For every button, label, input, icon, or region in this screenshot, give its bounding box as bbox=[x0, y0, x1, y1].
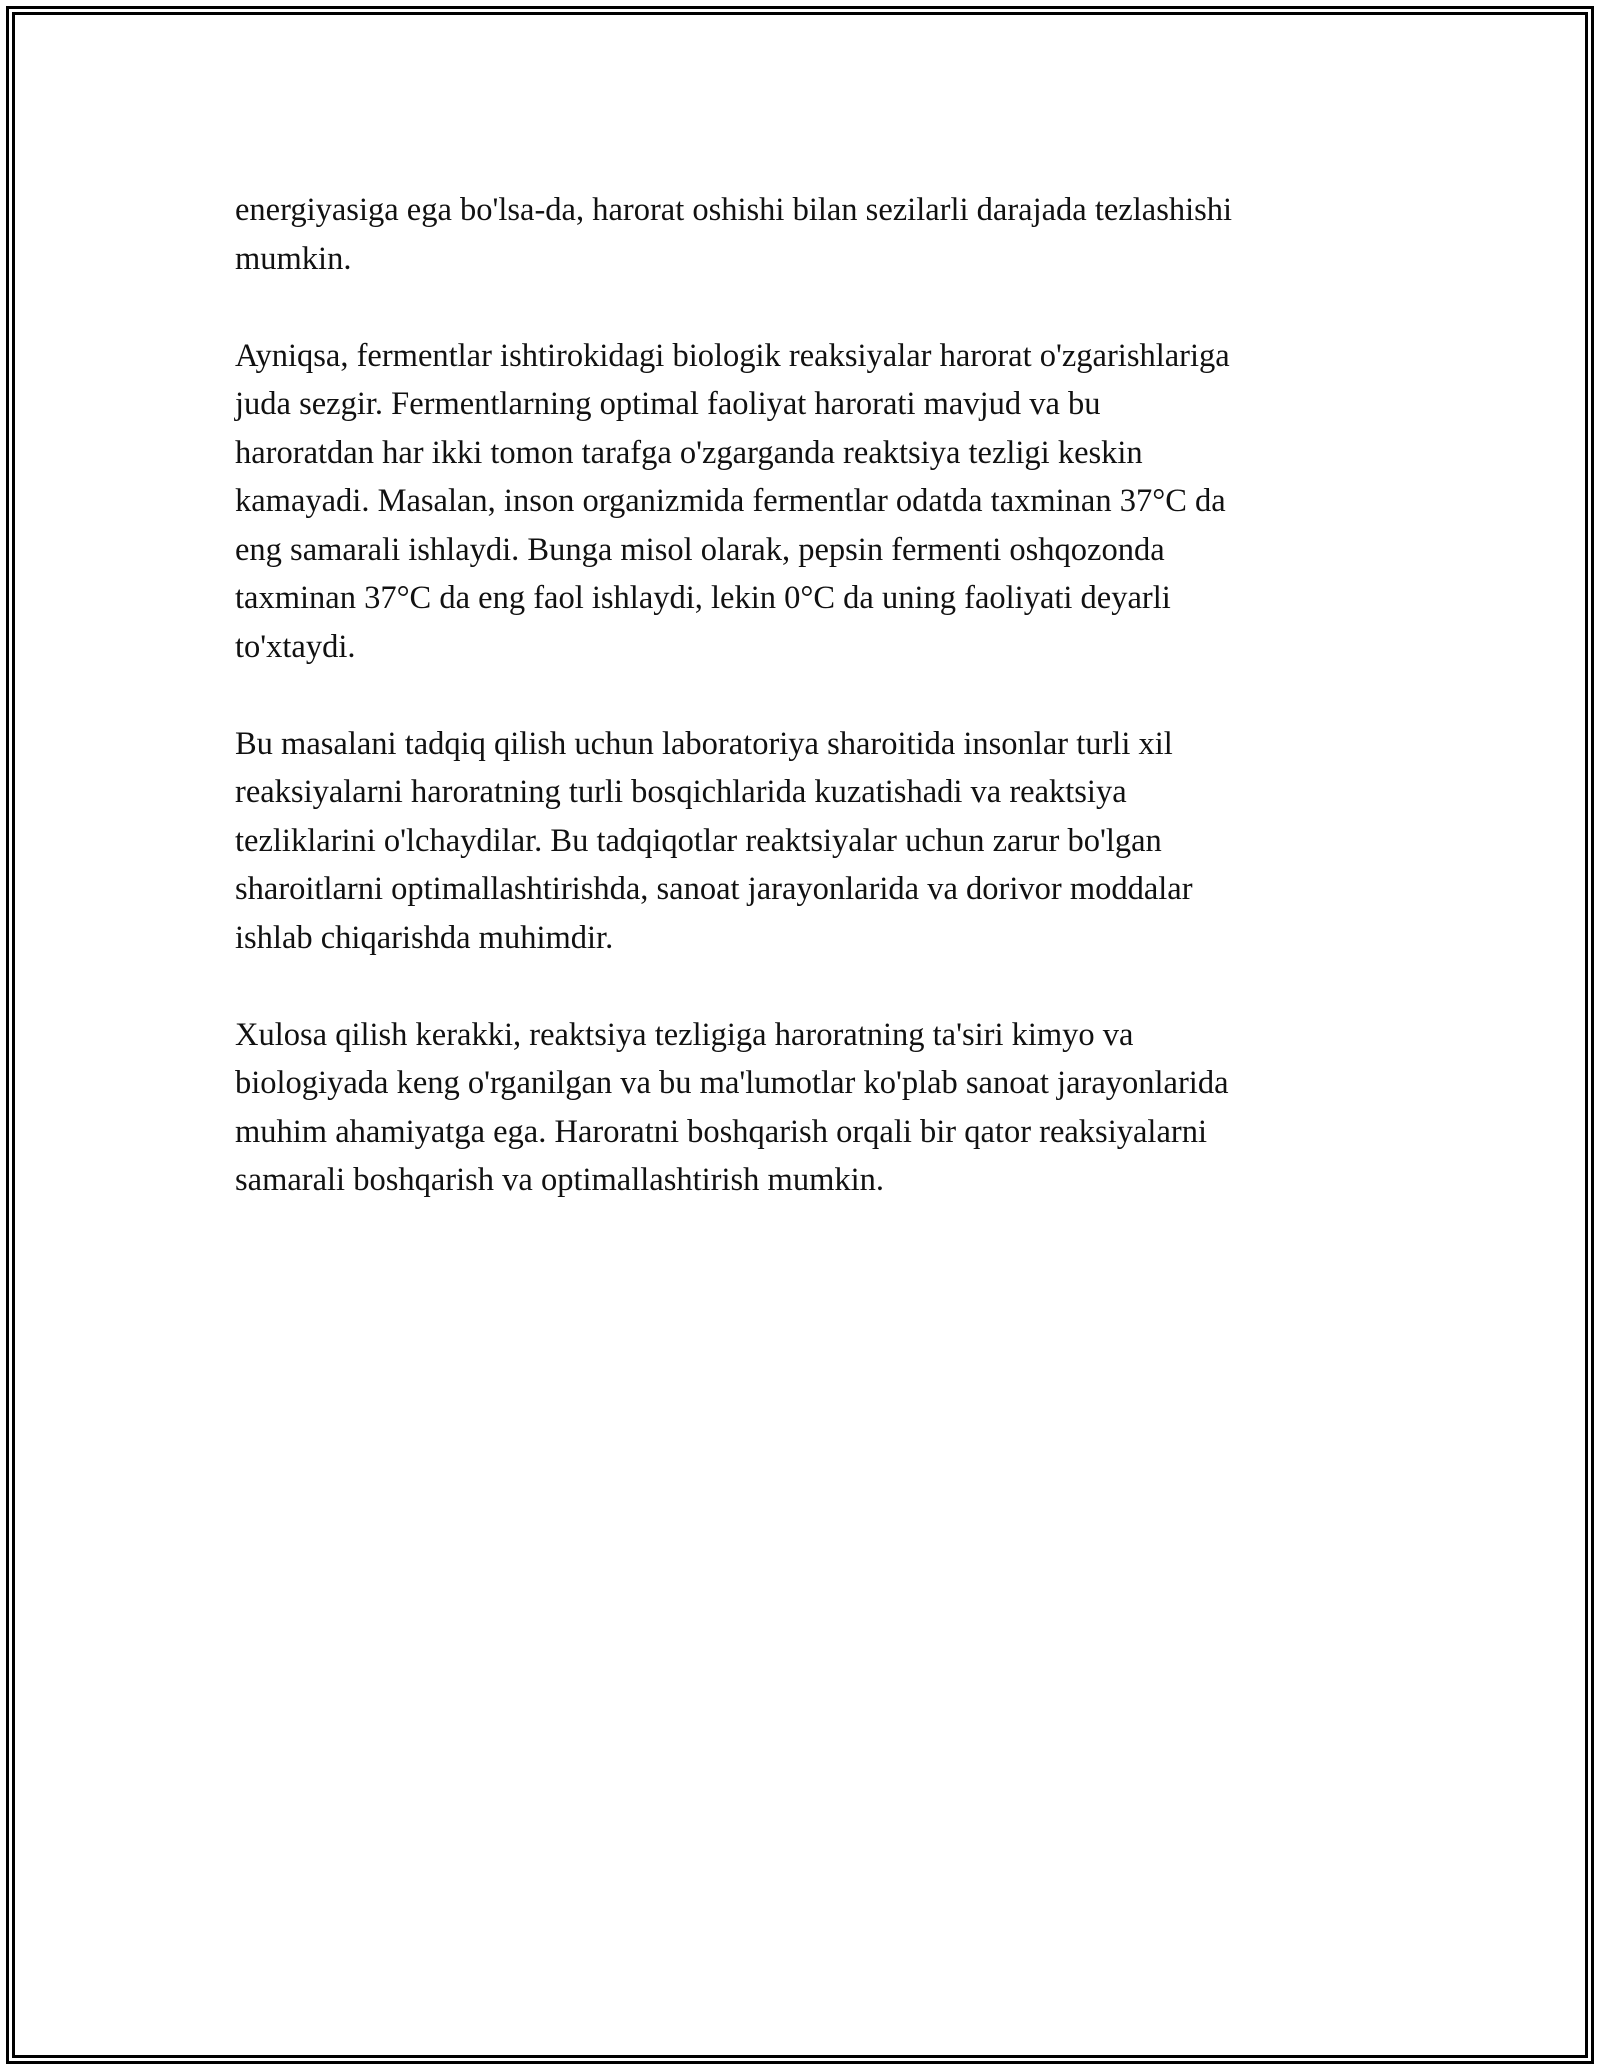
paragraph-1: energiyasiga ega bo'lsa-da, harorat oshishi bilan sezilarli darajada tezlashishi mumkin. bbox=[235, 192, 1233, 277]
paragraph-2: Ayniqsa, fermentlar ishtirokidagi biologik reaksiyalar harorat o'zgarishlariga juda sezgir. Fermentlarning optimal faoliyat harorati mavjud va bu haroratdan har ikki tomon tarafga o'zgarganda reaktsiya tezligi keskin kamayadi. Masalan, inson organizmida fermentlar odatda taxminan 37°C da eng samarali ishlaydi. Bunga misol olarak, pepsin fermenti oshqozonda taxminan 37°C da eng faol ishlaydi, lekin 0°C da uning faoliyati deyarli to'xtaydi. bbox=[235, 337, 1230, 665]
paragraph-4: Xulosa qilish kerakki, reaktsiya tezligiga haroratning ta'siri kimyo va biologiyada keng o'rganilgan va bu ma'lumotlar ko'plab sanoat jarayonlarida muhim ahamiyatga ega. Haroratni boshqarish orqali bir qator reaksiyalarni samarali boshqarish va optimallashtirish mumkin. bbox=[235, 1016, 1229, 1198]
paragraph-3: Bu masalani tadqiq qilish uchun laboratoriya sharoitida insonlar turli xil reaksiyalarni haroratning turli bosqichlarida kuzatishadi va reaktsiya tezliklarini o'lchaydilar. Bu tadqiqotlar reaktsiyalar uchun zarur bo'lgan sharoitlarni optimallashtirishda, sanoat jarayonlarida va dorivor moddalar ishlab chiqarishda muhimdir. bbox=[235, 725, 1193, 956]
document-body bbox=[235, 186, 1365, 1253]
